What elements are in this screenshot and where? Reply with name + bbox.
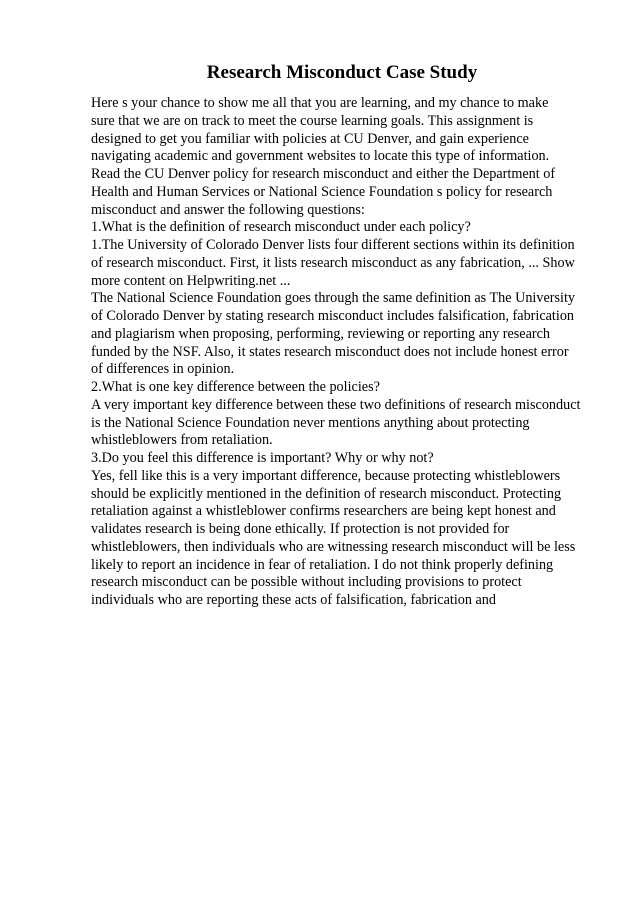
question-line: 1.What is the definition of research misconduct under each policy? — [91, 219, 471, 236]
text-line: Here s your chance to show me all that you are learning, and my chance to make — [91, 95, 549, 111]
text-line: Read the CU Denver policy for research misconduct and either the Department of — [91, 166, 556, 182]
question-line: 2.What is one key difference between the policies? — [91, 379, 380, 395]
text-line: likely to report an incidence in fear of retaliation. I do not think properly defining — [91, 556, 554, 573]
text-line: funded by the NSF. Also, it states research misconduct does not include honest error — [91, 343, 569, 360]
text-line: of Colorado Denver by stating research misconduct includes falsification, fabrication — [91, 308, 575, 324]
document-body — [91, 95, 631, 610]
question-line: 3.Do you feel this difference is important? Why or why not? — [91, 450, 434, 466]
text-line: of differences in opinion. — [91, 361, 235, 378]
text-line: misconduct and answer the following questions: — [91, 201, 365, 218]
text-line: navigating academic and government websites to locate this type of information. — [91, 148, 550, 165]
text-line: Health and Human Services or National Science Foundation s policy for research — [91, 183, 553, 200]
text-line: validates research is being done ethically. If protection is not provided for — [91, 521, 510, 537]
text-line: whistleblowers, then individuals who are witnessing research misconduct will be less — [91, 538, 576, 555]
text-line: retaliation against a whistleblower confirms researchers are being kept honest and — [91, 503, 556, 520]
text-line: Yes, fell like this is a very important difference, because protecting whistleblowers — [91, 467, 561, 484]
text-line: is the National Science Foundation never mentions anything about protecting — [91, 414, 530, 431]
text-line: and plagiarism when proposing, performing, reviewing or reporting any research — [91, 325, 550, 342]
page-title: Research Misconduct Case Study — [206, 62, 478, 83]
text-line: more content on Helpwriting.net ... — [91, 272, 291, 289]
text-line: should be explicitly mentioned in the definition of research misconduct. Protecting — [91, 485, 562, 502]
text-line: The National Science Foundation goes through the same definition as The University — [91, 290, 575, 307]
text-line: of research misconduct. First, it lists research misconduct as any fabrication, ... Show — [91, 254, 575, 271]
text-line: designed to get you familiar with policies at CU Denver, and gain experience — [91, 130, 529, 147]
text-line: whistleblowers from retaliation. — [91, 432, 273, 449]
text-line: sure that we are on track to meet the course learning goals. This assignment is — [91, 112, 534, 129]
text-line: A very important key difference between these two definitions of research misconduct — [91, 396, 581, 413]
text-line: research misconduct can be possible without including provisions to protect — [91, 574, 522, 591]
text-line: individuals who are reporting these acts of falsification, fabrication and — [91, 592, 496, 608]
text-line: 1.The University of Colorado Denver lists four different sections within its definition — [91, 237, 575, 253]
